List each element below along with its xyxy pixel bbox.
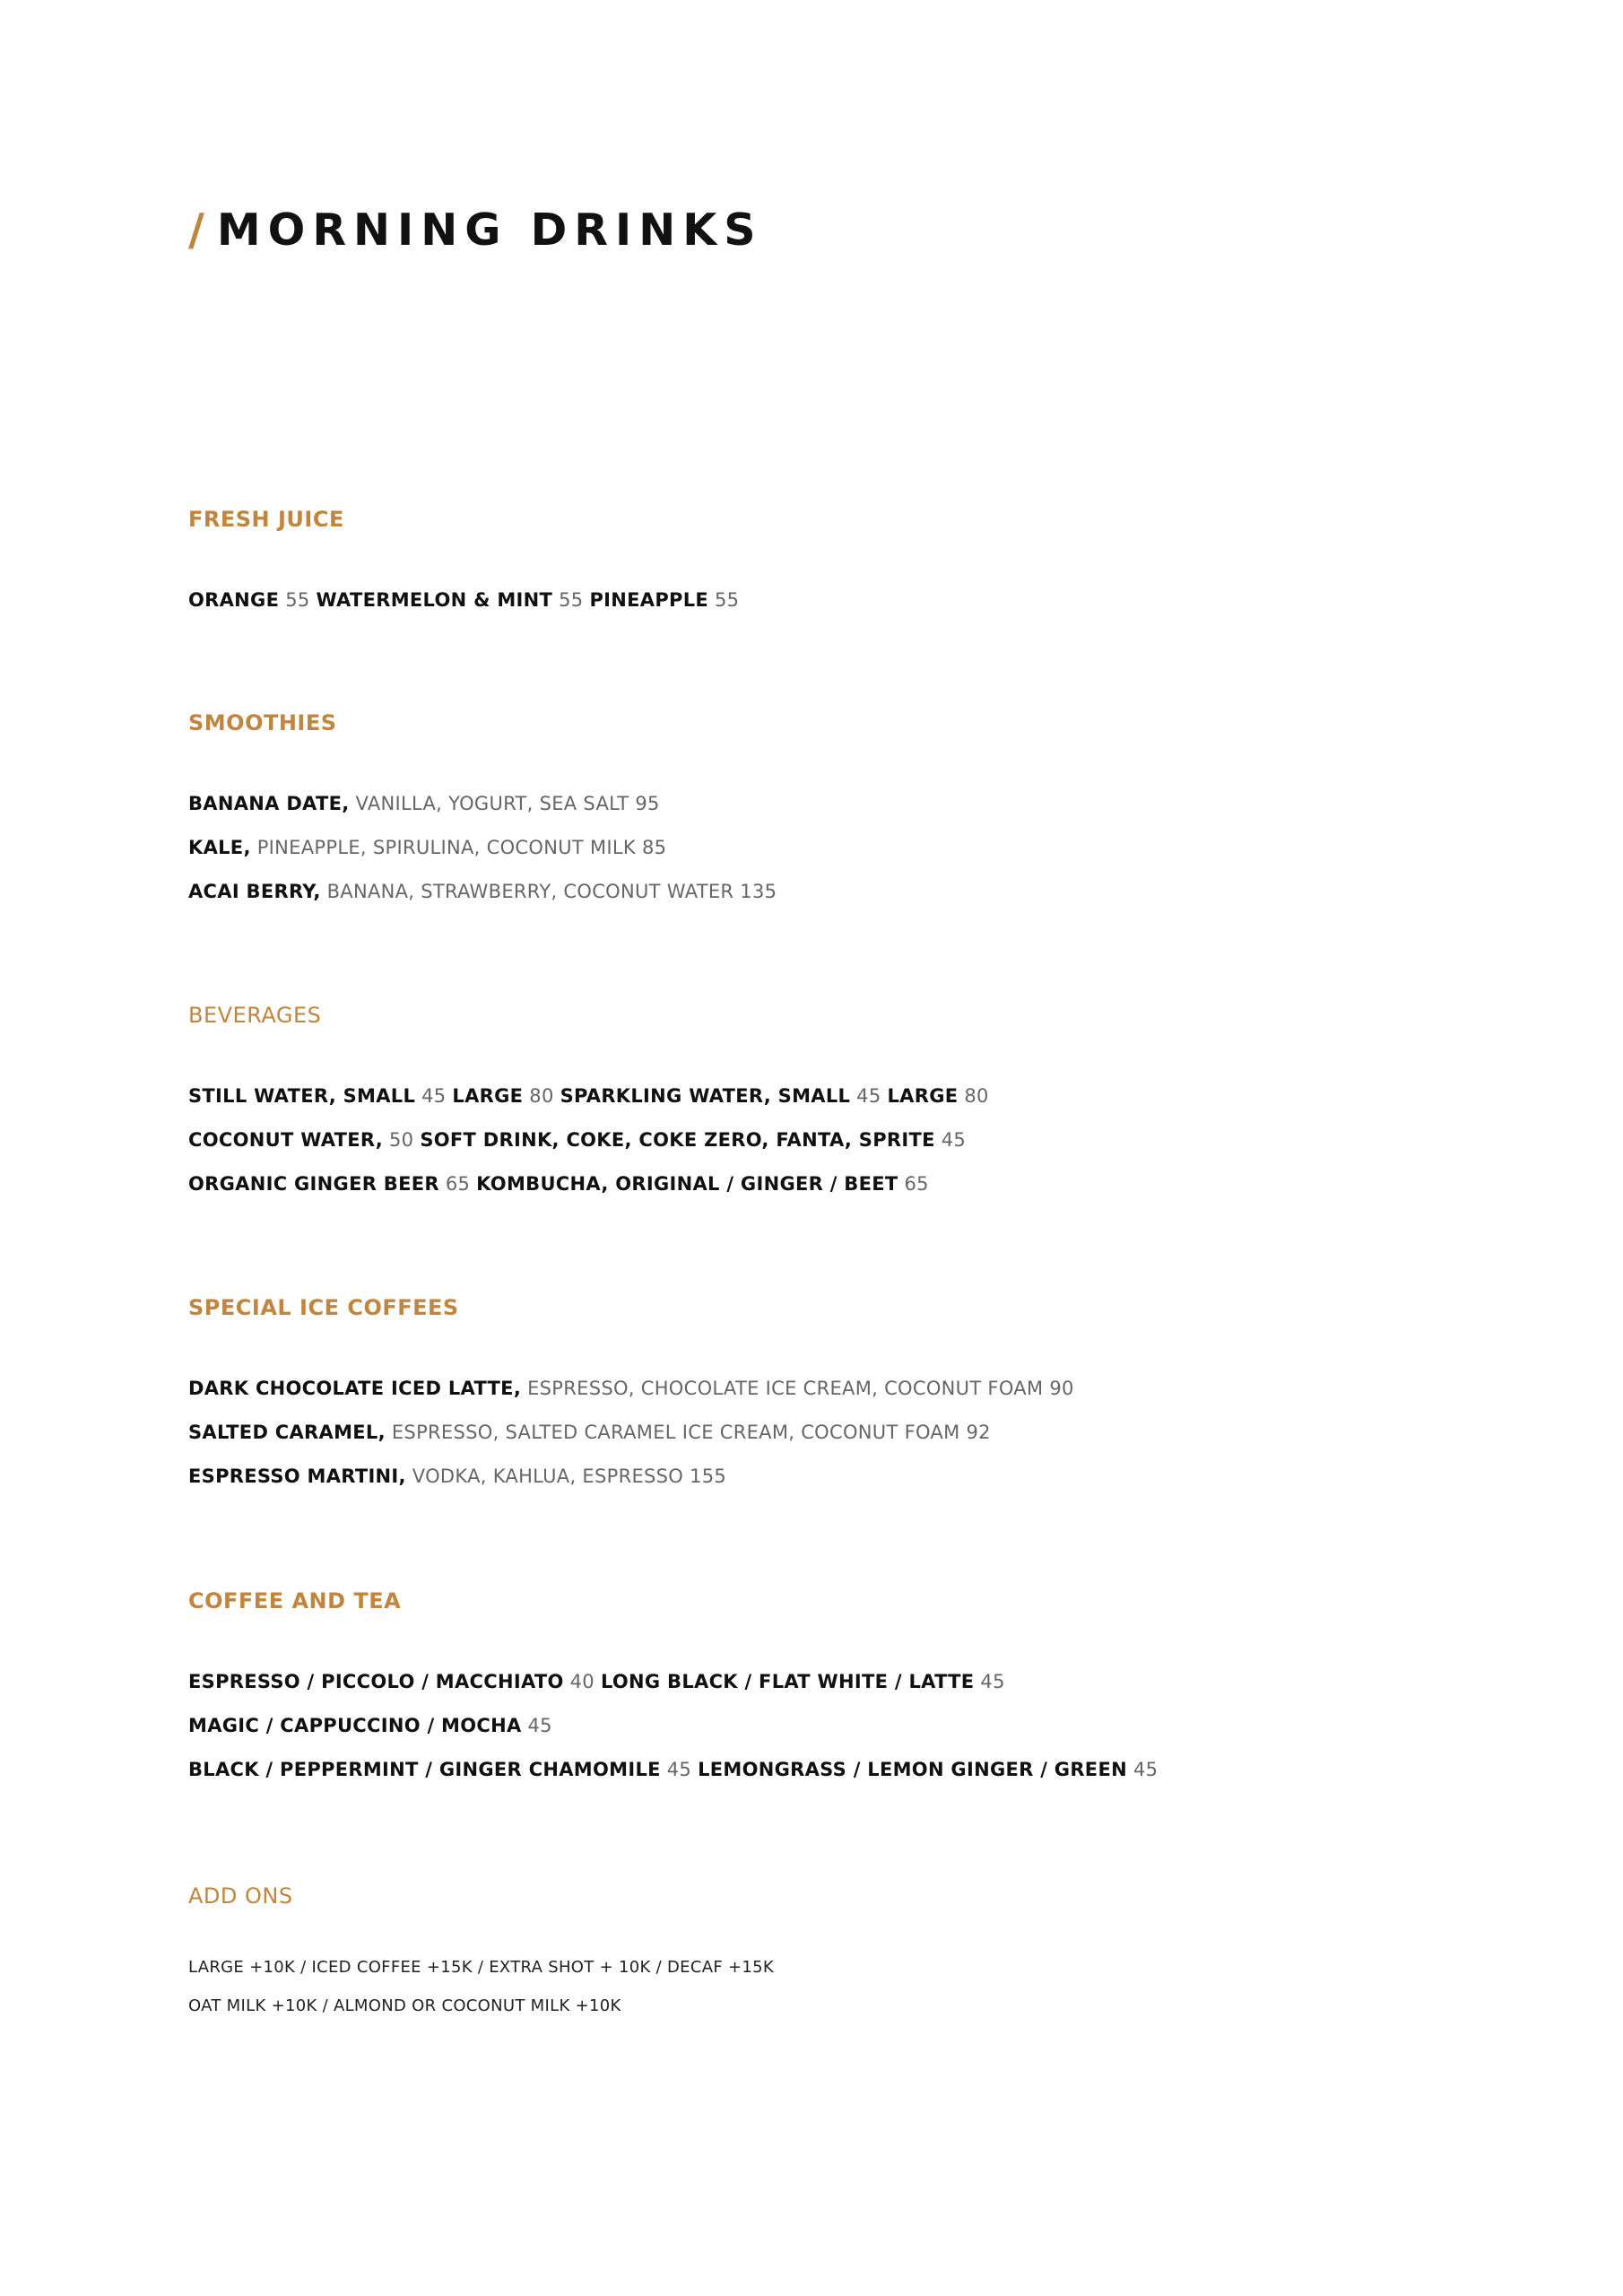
item-detail: VANILLA, YOGURT, SEA SALT 95	[349, 793, 660, 814]
section-heading: FRESH JUICE	[188, 507, 344, 532]
item-detail: 45	[934, 1129, 967, 1151]
menu-line	[188, 1411, 1074, 1455]
item-name: SPARKLING WATER, SMALL	[560, 1085, 851, 1107]
section-heading: SMOOTHIES	[188, 710, 337, 735]
section-fresh-juice	[188, 507, 739, 622]
menu-line	[188, 1987, 774, 2025]
menu-line	[188, 826, 777, 870]
item-detail: ESPRESSO, CHOCOLATE ICE CREAM, COCONUT FOAM 90	[521, 1378, 1074, 1399]
item-detail: 45	[974, 1671, 1005, 1692]
item-detail: 55	[708, 589, 740, 611]
item-name: SALTED CARAMEL,	[188, 1422, 386, 1443]
title-text: MORNING DRINKS	[216, 204, 763, 256]
menu-line	[188, 1455, 1074, 1499]
menu-line	[188, 1948, 774, 1987]
page-title	[188, 204, 763, 256]
item-detail: 45	[415, 1085, 453, 1107]
menu-lines	[188, 1074, 989, 1206]
section-heading: ADD ONS	[188, 1883, 293, 1909]
menu-line	[188, 1074, 989, 1118]
item-name: LEMONGRASS / LEMON GINGER / GREEN	[698, 1759, 1127, 1780]
title-slash: /	[188, 204, 212, 256]
item-name: BLACK / PEPPERMINT / GINGER CHAMOMILE	[188, 1759, 661, 1780]
item-detail: BANANA, STRAWBERRY, COCONUT WATER 135	[320, 881, 777, 902]
item-name: PINEAPPLE	[589, 589, 709, 611]
item-detail: VODKA, KAHLUA, ESPRESSO 155	[405, 1465, 727, 1487]
addon-text: OAT MILK +10K / ALMOND OR COCONUT MILK +10K	[188, 1996, 621, 2015]
item-detail: PINEAPPLE, SPIRULINA, COCONUT MILK 85	[250, 837, 667, 858]
item-name: LARGE	[887, 1085, 959, 1107]
menu-line	[188, 1748, 1158, 1792]
section-special-ice-coffees	[188, 1295, 1074, 1499]
menu-lines	[188, 578, 739, 622]
item-detail: 55	[279, 589, 317, 611]
item-name: MAGIC / CAPPUCCINO / MOCHA	[188, 1715, 522, 1736]
item-detail: 45	[660, 1759, 699, 1780]
item-name: LONG BLACK / FLAT WHITE / LATTE	[600, 1671, 975, 1692]
menu-line	[188, 1118, 989, 1162]
item-name: ACAI BERRY,	[188, 881, 321, 902]
menu-line	[188, 870, 777, 914]
item-name: ESPRESSO / PICCOLO / MACCHIATO	[188, 1671, 564, 1692]
menu-lines	[188, 1948, 774, 2025]
menu-lines	[188, 1367, 1074, 1499]
menu-lines	[188, 1660, 1158, 1792]
section-heading: COFFEE AND TEA	[188, 1588, 402, 1613]
item-name: LARGE	[452, 1085, 524, 1107]
section-heading: SPECIAL ICE COFFEES	[188, 1295, 459, 1320]
item-detail: ESPRESSO, SALTED CARAMEL ICE CREAM, COCONUT FOAM 92	[385, 1422, 991, 1443]
menu-line	[188, 1660, 1158, 1704]
item-detail: 55	[552, 589, 590, 611]
addon-text: LARGE +10K / ICED COFFEE +15K / EXTRA SHOT + 10K / DECAF +15K	[188, 1958, 774, 1977]
item-detail: 80	[523, 1085, 560, 1107]
item-name: KALE,	[188, 837, 251, 858]
menu-line	[188, 1367, 1074, 1411]
item-detail: 45	[850, 1085, 888, 1107]
item-detail: 45	[521, 1715, 552, 1736]
item-detail: 65	[898, 1173, 929, 1195]
item-name: DARK CHOCOLATE ICED LATTE,	[188, 1378, 522, 1399]
item-name: COCONUT WATER,	[188, 1129, 384, 1151]
item-name: WATERMELON & MINT	[316, 589, 553, 611]
item-name: BANANA DATE,	[188, 793, 350, 814]
item-detail: 40	[563, 1671, 601, 1692]
menu-lines	[188, 782, 777, 914]
section-coffee-and-tea	[188, 1588, 1158, 1792]
section-add-ons	[188, 1883, 774, 2025]
item-detail: 45	[1126, 1759, 1159, 1780]
menu-line	[188, 782, 777, 826]
item-name: ORGANIC GINGER BEER	[188, 1173, 439, 1195]
item-name: STILL WATER, SMALL	[188, 1085, 416, 1107]
item-detail: 65	[438, 1173, 477, 1195]
section-heading: BEVERAGES	[188, 1003, 322, 1028]
menu-line	[188, 578, 739, 622]
item-name: ORANGE	[188, 589, 280, 611]
item-detail: 50	[383, 1129, 421, 1151]
item-name: SOFT DRINK, COKE, COKE ZERO, FANTA, SPRITE	[420, 1129, 935, 1151]
item-detail: 80	[958, 1085, 989, 1107]
menu-line	[188, 1704, 1158, 1748]
item-name: ESPRESSO MARTINI,	[188, 1465, 406, 1487]
menu-line	[188, 1162, 989, 1206]
section-beverages	[188, 1003, 989, 1206]
section-smoothies	[188, 710, 777, 914]
item-name: KOMBUCHA, ORIGINAL / GINGER / BEET	[476, 1173, 898, 1195]
